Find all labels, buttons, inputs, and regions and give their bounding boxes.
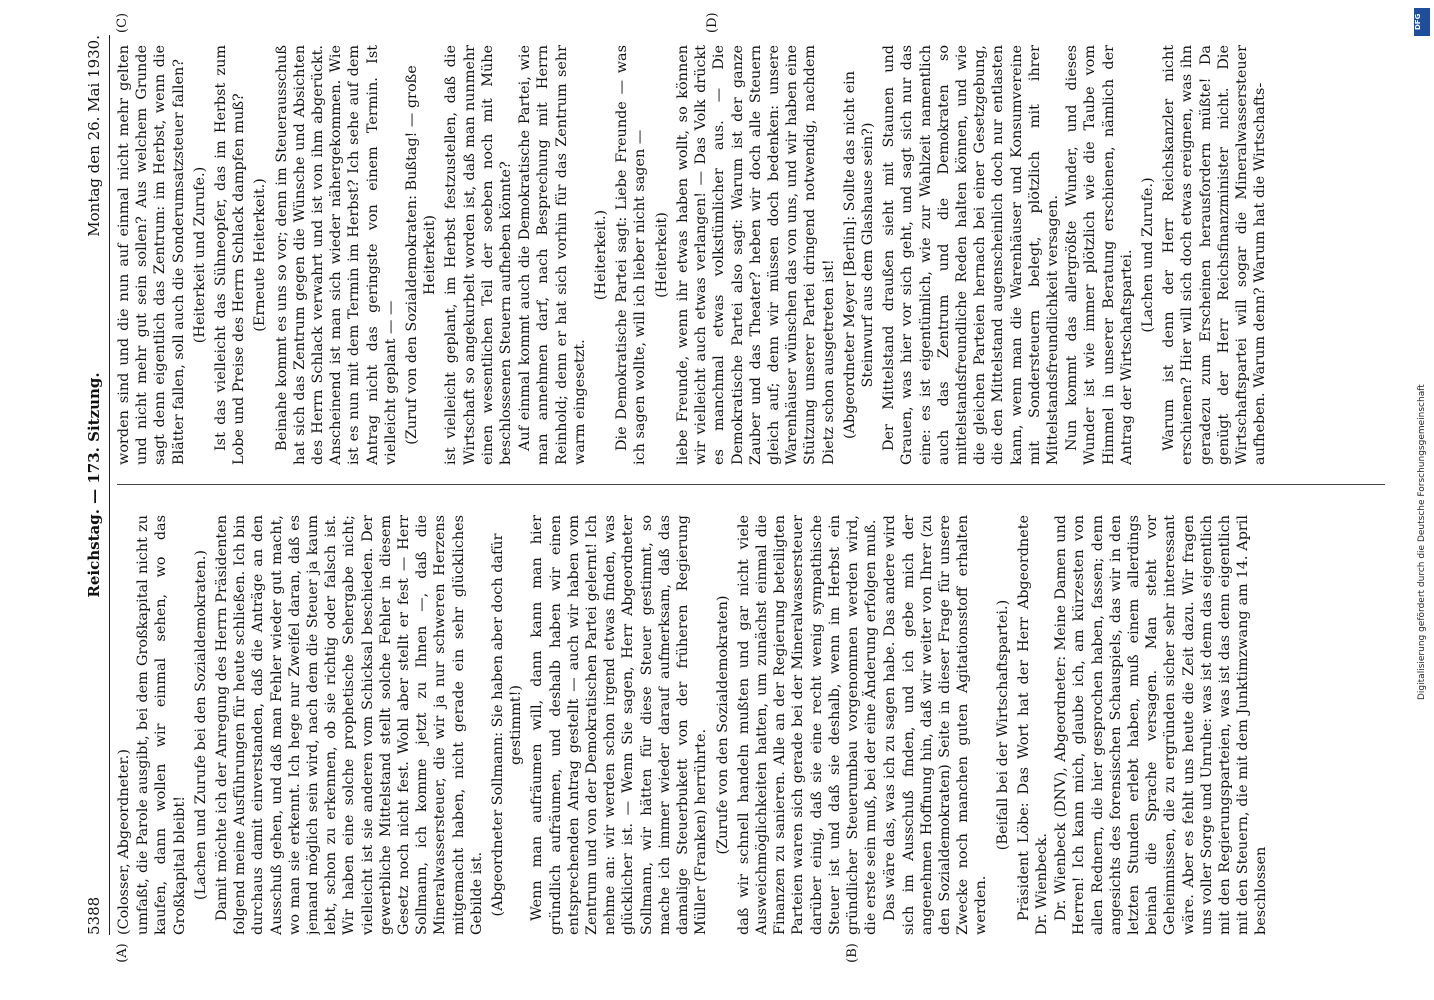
interjection: (Zurufe von den Sozialdemokraten): [714, 595, 731, 855]
margin-marker-a: (A): [115, 943, 130, 963]
interjection: (Erneute Heiterkeit.): [252, 178, 269, 332]
margin-marker-d: (D): [705, 12, 720, 33]
paragraph: worden sind und die nun auf einmal nicht mehr gelten und nicht mehr gut sein sollen? Aus welchem Grunde sagt denn eigentlich das Zentrum: im Herbst, wenn die Blätter fallen, soll auch die Sonderumsatzsteuer fallen?: [116, 45, 187, 465]
paragraph: Präsident Löbe: Das Wort hat der Herr Abgeordnete Dr. Wienbeck.: [1015, 515, 1050, 935]
paragraph: ist vielleicht geplant, im Herbst festzustellen, daß die Wirtschaft so angekurbelt worden ist, daß man nunmehr einen wesentlichen Teil der soeben noch mit Mühe beschlossenen Steuern aufheben könnte?: [443, 45, 515, 465]
interjection: (Abgeordneter Sollmann: Sie haben aber doch dafür gestimmt!): [490, 533, 525, 917]
interjection: (Zuruf von den Sozialdemokraten: Bußtag! — große Heiterkeit): [404, 65, 439, 445]
paragraph: umfaßt, die Parole ausgibt, bei dem Großkapital nicht zu kaufen, dann wollen wir einmal sehen, wo das Großkapital bleibt!: [135, 515, 188, 935]
interjection: (Lachen und Zurufe.): [1139, 177, 1156, 333]
document-page: [85, 12, 1385, 963]
interjection: (Heiterkeit und Zurufe.): [191, 166, 208, 344]
margin-marker-b: (B): [845, 943, 860, 963]
header-rule: [109, 35, 110, 935]
paragraph: Der Mittelstand draußen sieht mit Staunen und Grauen, was hier vor sich geht, und sagt sich nur das eine: es ist eigentümlich, wie zur Wahlzeit namentlich auch das Zentrum und die Demokraten so mittelstandsfreundliche Reden halten können, und wie die gleichen Parteien hernach bei einer Gesetzgebung, die den Mittelstand augenscheinlich doch nur entlasten kann, wenn man die Warenhäuser und Konsumvereine mit Sondersteuern belegt, plötzlich mit ihrer Mittelstandsfreundlichkeit versagen.: [881, 45, 1061, 465]
interjection: (Beifall bei der Wirtschaftspartei.): [994, 599, 1011, 851]
interjection: (Lachen und Zurufe bei den Sozialdemokraten.): [192, 550, 209, 900]
interjection: (Heiterkeit.): [593, 209, 610, 301]
paragraph: Warum ist denn der Herr Reichskanzler nicht erschienen? Hier will sich doch etwas ereignen, was ihn geradezu zum Erscheinen herausfordern müßte! Da genügt der Herr Reichsfinanzminister nicht. Die Wirtschaftspartei will sogar die Mineralwassersteuer aufheben. Warum denn? Warum hat die Wirtschafts-: [1161, 45, 1269, 465]
margin-marker-c: (C): [115, 12, 130, 33]
paragraph: Das wäre das, was ich zu sagen habe. Das andere wird sich im Ausschuß finden, und ich gebe mich der angenehmen Hoffnung hin, daß wir weiter von Ihrer (zu den Sozialdemokraten) Seite in dieser Frage für unsere Zwecke noch manchen guten Agitationsstoff erhalten werden.: [882, 515, 990, 935]
paragraph: (Colosser, Abgeordneter.): [116, 749, 132, 935]
paragraph: Nun kommt das allergrößte Wunder, und dieses Wunder ist wie immer plötzlich wie die Taube vom Himmel in unserer Beratung erschienen, nämlich der Antrag der Wirtschaftspartei.: [1064, 45, 1135, 465]
paragraph: Damit möchte ich der Anregung des Herrn Präsidenten folgend meine Ausführungen für heute schließen. Ich bin durchaus damit einverstanden, daß die Anträge an den Ausschuß gehen, und daß man Fehler wieder gut macht, wo man sie erkennt. Ich hege nur Zweifel daran, daß es jemand möglich sein wird, nach dem die Steuer ja kaum lebt, schon zu erkennen, ob sie richtig oder falsch ist. Wir haben eine solche prophetische Sehergabe nicht; vielleicht ist sie anderen vom Schicksal beschieden. Der gewerbliche Mittelstand stellt solche Fehler in diesem Gesetz noch nicht fest. Wohl aber stellt er fest — Herr Sollmann, ich komme jetzt zu Ihnen —, daß die Mineralwassersteuer, die wir ja nur schweren Herzens mitgemacht haben, nicht gerade ein sehr glückliches Gebilde ist.: [214, 515, 485, 935]
column-divider: [117, 484, 1385, 485]
session-title: Reichstag. — 173. Sitzung.: [85, 372, 103, 598]
paragraph: Dr. Wienbeck (DNV), Abgeordneter: Meine Damen und Herren! Ich kann mich, glaube ich, am kürzesten von allen Rednern, die hier gesprochen haben, fassen; denn angesichts des forensischen Schauspiels, das wir in den letzten Stunden erlebt haben, muß einem allerdings beinah die Sprache versagen. Man steht vor Geheimnissen, die zu ergründen sicher sehr interessant wäre. Aber es fehlt uns heute die Zeit dazu. Wir fragen uns voller Sorge und Unruhe: was ist denn das eigentlich mit den Regierungsparteien, was ist das denn eigentlich mit den Steuern, die mit dem Junktimzwang am 14. April beschlossen: [1053, 515, 1270, 935]
page-number: 5388: [85, 896, 103, 935]
paragraph: Ist das vielleicht das Sühneopfer, das im Herbst zum Lobe und Preise des Herrn Schlack dampfen muß?: [213, 45, 248, 465]
paragraph: daß wir schnell handeln mußten und gar nicht viele Ausweichmöglichkeiten hatten, um zunächst einmal die Finanzen zu sanieren. Alle an der Regierung beteiligten Parteien waren sich gerade bei der Mineralwassersteuer darüber einig, daß sie eine recht wenig sympathische Steuer ist und daß sie deshalb, wenn im Herbst ein gründlicher Steuerumbau vorgenommen werden wird, die erste sein muß, bei der eine Änderung erfolgen muß.: [735, 515, 880, 935]
paragraph: Auf einmal kommt auch die Demokratische Partei, wie man annehmen darf, nach Besprechung mit Herrn Reinhold; denn er hat sich vorhin für das Zentrum sehr warm eingesetzt.: [517, 45, 588, 465]
interjection: (Heiterkeit): [653, 212, 670, 298]
right-column: [115, 45, 1325, 465]
interjection: (Abgeordneter Meyer [Berlin]: Sollte das nicht ein Steinwurf aus dem Glashause sein?): [841, 71, 876, 439]
paragraph: Die Demokratische Partei sagt: Liebe Freunde — was ich sagen wollte, will ich lieber nicht sagen —: [614, 45, 649, 465]
page-header: [85, 35, 111, 935]
session-date: Montag den 26. Mai 1930.: [85, 35, 103, 237]
paragraph: Beinahe kommt es uns so vor; denn im Steuerausschuß hat sich das Zentrum gegen die Wünsche und Absichten des Herrn Schlack verwahrt und ist von ihm abgerückt. Anscheinend ist man sich wieder nähergekommen. Wie ist es nun mit dem Termin im Herbst? Ich sehe auf dem Antrag nicht das geringste von einem Termin. Ist vielleicht geplant — —: [273, 45, 399, 465]
paragraph: liebe Freunde, wenn ihr etwas haben wollt, so können wir vielleicht auch etwas verlangen! — Das Volk drückt es manchmal etwas volkstümlicher aus. — Die Demokratische Partei also sagt: Warum ist der ganze Zauber und das Theater? heben wir doch alle Steuern gleich auf; denn wir müssen doch bedenken: unsere Warenhäuser wünschen das von uns, und wir haben eine Stützung unserer Partei dringend notwendig, nachdem Dietz schon ausgetreten ist!: [674, 45, 837, 465]
digitization-credit: Digitalisierung gefördert durch die Deutsche Forschungsgemeinschaft: [1417, 384, 1427, 700]
left-column: [115, 515, 1325, 935]
digitization-sidebar: [1411, 0, 1433, 1000]
paragraph: Wenn man aufräumen will, dann kann man hier gründlich aufräumen, und deshalb haben wir einen entsprechenden Antrag gestellt — auch wir haben vom Zentrum und von der Demokratischen Partei gelernt! Ich nehme an: wir werden schon irgend etwas finden, was glücklicher ist. — Wenn Sie sagen, Herr Abgeordneter Sollmann, wir hätten für diese Steuer gestimmt, so mache ich immer wieder darauf aufmerksam, daß das damalige Steuerbukett von der früheren Regierung Müller (Franken) herrührte.: [529, 515, 710, 935]
dfg-logo: DFG: [1414, 8, 1430, 36]
